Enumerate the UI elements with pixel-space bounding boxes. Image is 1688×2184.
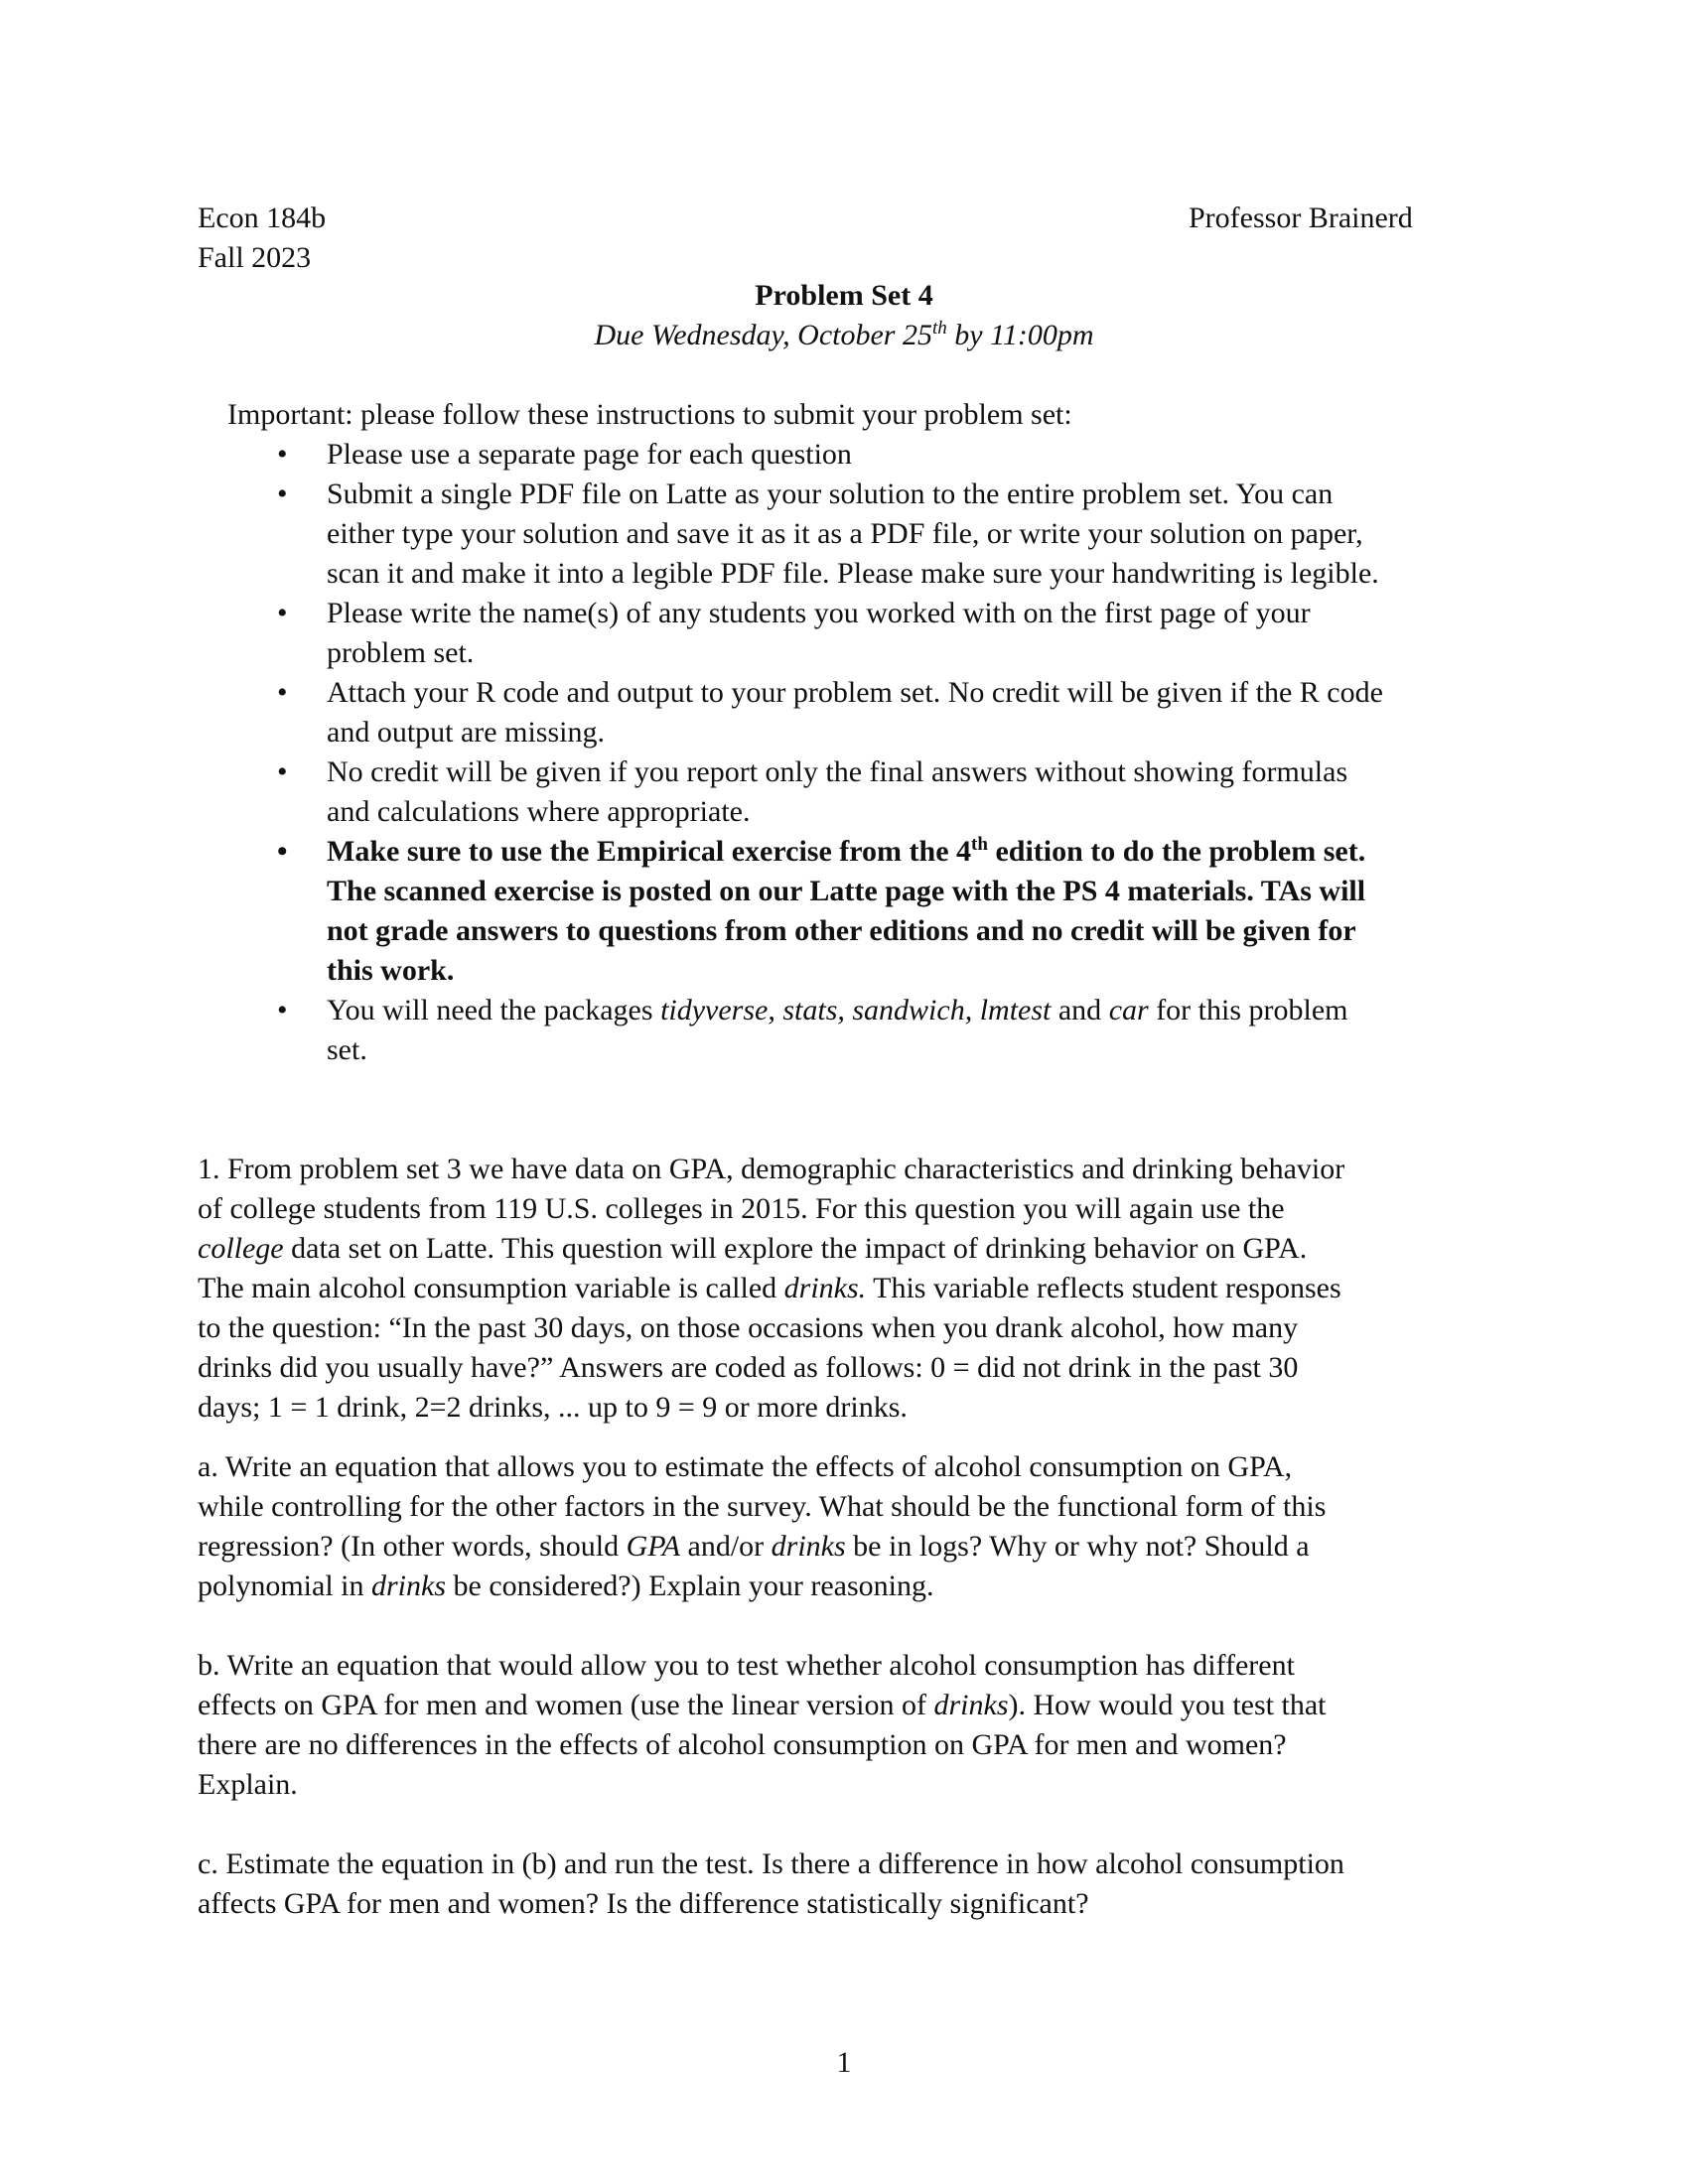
bullet-icon: • [277,994,288,1026]
bullet-icon: • [277,478,288,510]
list-item: • Make sure to use the Empirical exercise from the 4th edition to do the problem set. The scanned exercise is posted on our Latte page with the PS 4 materials. TAs will not grade answers to questions from other editions and no credit will be given for this work. [277,834,1366,987]
instructions-intro: Important: please follow these instructions to submit your problem set: [227,398,1072,431]
professor-name: Professor Brainerd [1189,202,1413,234]
list-item: • No credit will be given if you report only the final answers without showing formulas and calculations where appropriate. [327,752,1528,832]
instructions-list [277,435,1528,1070]
list-item: • Submit a single PDF file on Latte as your solution to the entire problem set. You can either type your solution and save it as it as a PDF file, or write your solution on paper, scan it and make it into a legible PDF file. Please make sure your handwriting is legible. [327,475,1528,594]
list-item: • Please write the name(s) of any students you worked with on the first page of your problem set. [327,594,1528,673]
due-date: Due Wednesday, October 25th by 11:00pm [594,318,1094,351]
list-item: • Attach your R code and output to your problem set. No credit will be given if the R code and output are missing. [327,673,1528,752]
bullet-icon: • [277,597,288,629]
header-left [198,199,326,278]
list-item: • Please use a separate page for each question [327,435,1528,475]
question-1b: b. Write an equation that would allow you to test whether alcohol consumption has different effects on GPA for men and women (use the linear version of drinks). How would you test that there are no differences in the effects of alcohol consumption on GPA for men and women? Explain. [198,1649,1327,1801]
question-1: 1. From problem set 3 we have data on GPA, demographic characteristics and drinking behavior of college students from 119 U.S. colleges in 2015. For this question you will again use the college data set on Latte. This question will explore the impact of drinking behavior on GPA. The main alcohol consumption variable is called drinks. This variable reflects student responses to the question: “In the past 30 days, on those occasions when you drank alcohol, how many drinks did you usually have?” Answers are coded as follows: 0 = did not drink in the past 30 days; 1 = 1 drink, 2=2 drinks, ... up to 9 = 9 or more drinks. [198,1153,1345,1424]
bullet-icon: • [277,676,288,709]
question-1c: c. Estimate the equation in (b) and run the test. Is there a difference in how alcohol consumption affects GPA for men and women? Is the difference statistically significant? [198,1847,1344,1920]
bullet-icon: • [277,755,288,788]
page-number: 1 [836,2046,852,2079]
question-1a: a. Write an equation that allows you to estimate the effects of alcohol consumption on GPA, while controlling for the other factors in the survey. What should be the functional form of this regression? (In other words, should GPA and/or drinks be in logs? Why or why not? Should a polynomial in drinks be considered?) Explain your reasoning. [198,1450,1327,1602]
bullet-icon: • [277,438,288,471]
bullet-icon: • [277,835,288,868]
term: Fall 2023 [198,241,312,274]
page-title: Problem Set 4 [755,279,933,312]
course-name: Econ 184b [198,202,327,234]
list-item: • You will need the packages tidyverse, stats, sandwich, lmtest and car for this problem set. [327,991,1528,1070]
